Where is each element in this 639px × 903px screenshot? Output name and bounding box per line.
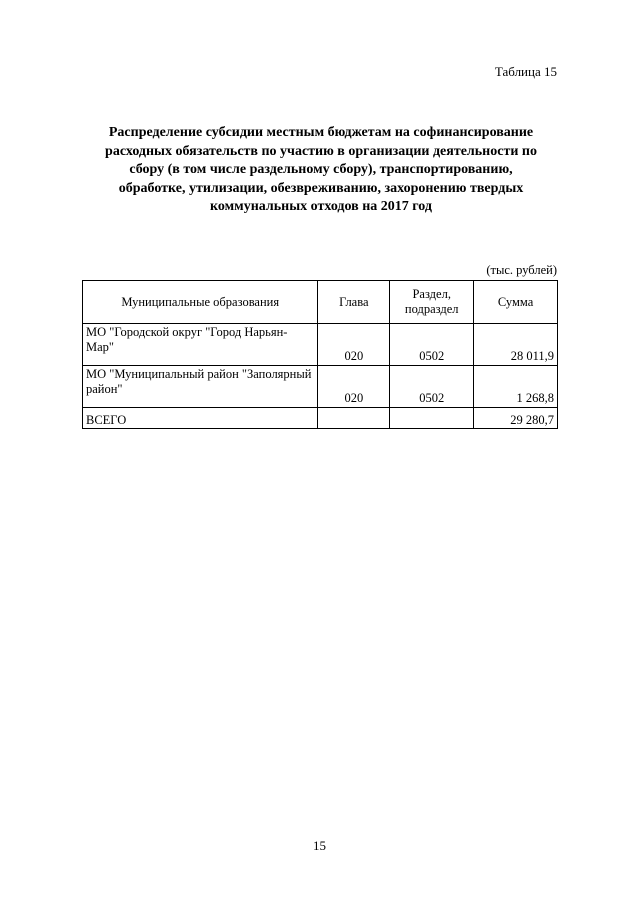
units-note: (тыс. рублей) <box>486 263 557 277</box>
cell-chapter: 020 <box>318 366 390 408</box>
header-section-line: Раздел, <box>412 287 451 301</box>
title-line: расходных обязательств по участию в организации деятельности по <box>105 143 537 159</box>
document-title <box>84 124 558 217</box>
cell-chapter: 020 <box>318 324 390 366</box>
table-row <box>83 366 558 408</box>
title-line: Распределение субсидии местным бюджетам на софинансирование <box>108 125 534 140</box>
cell-municipality <box>83 366 318 408</box>
total-sum: 29 280,7 <box>474 408 558 429</box>
cell-section: 0502 <box>390 324 474 366</box>
cell-sum: 1 268,8 <box>474 366 558 408</box>
title-line: сбору (в том числе раздельному сбору), транспортированию, <box>129 162 513 177</box>
cell-municipality-line: Мар" <box>86 340 115 354</box>
header-sum: Сумма <box>474 281 558 324</box>
page-number: 15 <box>313 838 326 853</box>
cell-municipality-line: МО "Муниципальный район "Заполярный <box>86 367 312 381</box>
cell-municipality-line: МО "Городской округ "Город Нарьян- <box>86 325 288 339</box>
header-chapter: Глава <box>318 281 390 324</box>
cell-municipality-line: район" <box>86 382 123 396</box>
table-total-row <box>83 408 558 429</box>
title-line: обработке, утилизации, обезвреживанию, захоронению твердых <box>118 180 524 196</box>
total-empty-cell <box>318 408 390 429</box>
cell-sum: 28 011,9 <box>474 324 558 366</box>
table-label: Таблица 15 <box>494 64 557 79</box>
header-section <box>390 281 474 324</box>
table-header-row <box>83 281 558 324</box>
table-row <box>83 324 558 366</box>
title-line: коммунальных отходов на 2017 год <box>210 199 432 214</box>
header-municipality: Муниципальные образования <box>83 281 318 324</box>
subsidy-table <box>82 280 558 429</box>
total-label: ВСЕГО <box>83 408 318 429</box>
cell-section: 0502 <box>390 366 474 408</box>
header-section-line: подраздел <box>404 302 459 316</box>
cell-municipality <box>83 324 318 366</box>
total-empty-cell <box>390 408 474 429</box>
